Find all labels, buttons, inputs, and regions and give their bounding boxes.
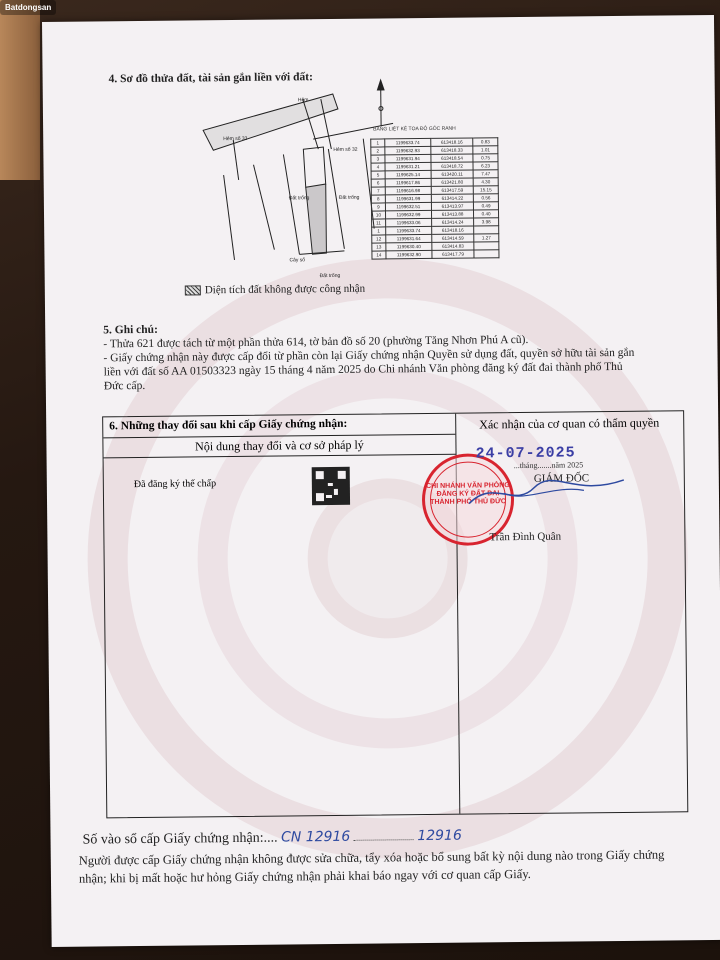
coord-cell: 1199625.14 [385,170,431,178]
coord-cell: 1199633.06 [385,218,431,226]
coord-cell: 14 [372,251,386,259]
notes-section [103,318,644,394]
coord-cell: 613418.72 [431,162,473,170]
coord-cell [474,242,499,250]
coord-cell: 0.56 [474,194,499,202]
coord-cell [474,226,499,234]
svg-text:Đất trống: Đất trống [338,194,360,201]
coord-cell: 1199633.74 [385,138,431,146]
serial-label: Số vào sổ cấp Giấy chứng nhận:.... [82,830,278,848]
entry-text: Đã đăng ký thế chấp [133,478,217,491]
coord-table-caption: BẢNG LIỆT KÊ TỌA ĐỘ GÓC RANH [373,125,456,133]
coord-cell: 613417.79 [432,250,474,258]
coord-row [372,250,499,259]
coord-cell: 1199633.74 [386,226,432,234]
coord-cell: 1 [372,227,386,235]
coord-cell: 613413.88 [431,210,473,218]
coord-cell: 613417.59 [431,186,473,194]
coord-cell: 613414.24 [432,218,474,226]
coord-cell: 7 [371,187,385,195]
coord-cell: 8 [371,195,385,203]
coord-cell: 1 [371,139,385,147]
notes-title: 5. Ghi chú: [103,323,158,337]
footer-note: Người được cấp Giấy chứng nhận không được sửa chữa, tẩy xóa hoặc bổ sung bất kỳ nội dung nào trong Giấy chứng nhận; khi bị mất hoặc hư hỏng Giấy chứng nhận phải khai báo ngay với cơ quan cấp Giấy. [78,847,665,886]
changes-title: 6. Những thay đổi sau khi cấp Giấy chứng nhận: [109,417,348,433]
month-line: ...tháng.......năm 2025 [513,460,584,471]
notes-line1: - Thửa 621 được tách từ một phần thửa 614, tờ bản đồ số 20 (phường Tăng Nhơn Phú A cũ). [103,333,529,351]
coord-cell: 1199632.99 [385,210,431,218]
coord-cell: 1199630.40 [386,242,432,250]
qr-code-icon [312,467,350,505]
coord-table [370,137,499,259]
confirm-date: 24-07-2025 [475,444,576,463]
coord-cell: 5 [371,171,385,179]
coord-cell: 0.75 [473,154,498,162]
serial-value: CN 12916 [280,828,351,846]
coord-cell: 613414.22 [431,194,473,202]
svg-text:Đất trống: Đất trống [319,272,341,280]
coord-cell: 1199616.98 [385,186,431,194]
signature-icon [464,472,634,514]
coord-cell: 1.27 [474,234,499,242]
hatch-swatch-icon [185,285,201,295]
coord-cell: 613414.59 [432,234,474,242]
coord-cell: 4 [371,163,385,171]
serial-handwritten: 12916 [417,827,462,845]
legend [185,283,365,297]
coord-cell: 1.01 [473,146,498,154]
coord-cell: 1199631.64 [386,234,432,242]
coord-cell: 7.47 [473,170,498,178]
coord-cell: 3.98 [474,218,499,226]
coord-cell: 0.49 [474,202,499,210]
north-arrow-icon [373,78,390,128]
coord-cell: 4.30 [473,178,498,186]
coord-cell: 1199631.99 [385,194,431,202]
svg-text:Hẻm số 32: Hẻm số 32 [333,146,358,153]
svg-text:Cây số: Cây số [289,257,306,264]
coord-cell: 1199632.90 [386,250,432,258]
wood-surface [0,0,40,180]
coord-cell: 1199632.93 [385,146,431,154]
coord-cell: 6.23 [473,162,498,170]
director-title: GIÁM ĐỐC [533,472,590,485]
coord-cell: 13 [372,243,386,251]
coord-cell: 10 [371,211,385,219]
signer-name: Trần Đình Quân [489,530,562,544]
certificate-page [42,15,720,947]
batdongsan-logo: Batdongsan [0,0,56,15]
coord-cell: 0.40 [474,210,499,218]
coord-cell: 613418.33 [431,146,473,154]
coord-cell: 12 [372,235,386,243]
coord-cell: 15.15 [473,186,498,194]
coord-cell: 613418.16 [431,138,473,146]
svg-text:Hẻm: Hẻm [297,97,309,104]
coord-cell: 11 [372,219,386,227]
coord-cell: 613418.16 [432,226,474,234]
coord-cell: 3 [371,155,385,163]
coord-cell: 1199631.21 [385,162,431,170]
coord-cell [474,250,499,258]
changes-table [102,410,688,818]
col-left-header: Nội dung thay đổi và cơ sở pháp lý [195,437,364,454]
stamp-text: CHI NHÁNH VĂN PHÒNG ĐĂNG KÝ ĐẤT ĐAI THÀNH PHỐ THỦ ĐỨC [426,482,510,506]
coord-cell: 613421.80 [431,178,473,186]
notes-line2: - Giấy chứng nhận này được cấp đổi từ phần còn lại Giấy chứng nhận Quyền sử dụng đất, quyền sở hữu tài sản gắn liền với đất số AA 01503323 ngày 15 tháng 4 năm 2025 do Chi nhánh Văn phòng đăng ký đất đai thành phố Thủ Đức cấp. [103,346,635,393]
section4-title: 4. Sơ đồ thửa đất, tài sản gắn liền với đất: [108,71,313,86]
coord-cell: 1199631.94 [385,154,431,162]
coord-cell: 613418.54 [431,154,473,162]
coord-cell: 9 [371,203,385,211]
coord-cell: 613414.83 [432,242,474,250]
coord-cell: 6 [371,179,385,187]
col-right-header: Xác nhận của cơ quan có thẩm quyền [479,415,660,432]
coord-cell: 613420.11 [431,170,473,178]
coord-cell: 1199617.86 [385,178,431,186]
coord-cell: 0.83 [473,138,498,146]
coord-cell: 613413.97 [431,202,473,210]
coord-cell: 1199632.51 [385,202,431,210]
legend-text: Diện tích đất không được công nhận [204,282,366,297]
svg-text:Đất trống: Đất trống [288,195,310,202]
svg-text:Hẻm số 33: Hẻm số 33 [223,135,248,143]
coord-cell: 2 [371,147,385,155]
